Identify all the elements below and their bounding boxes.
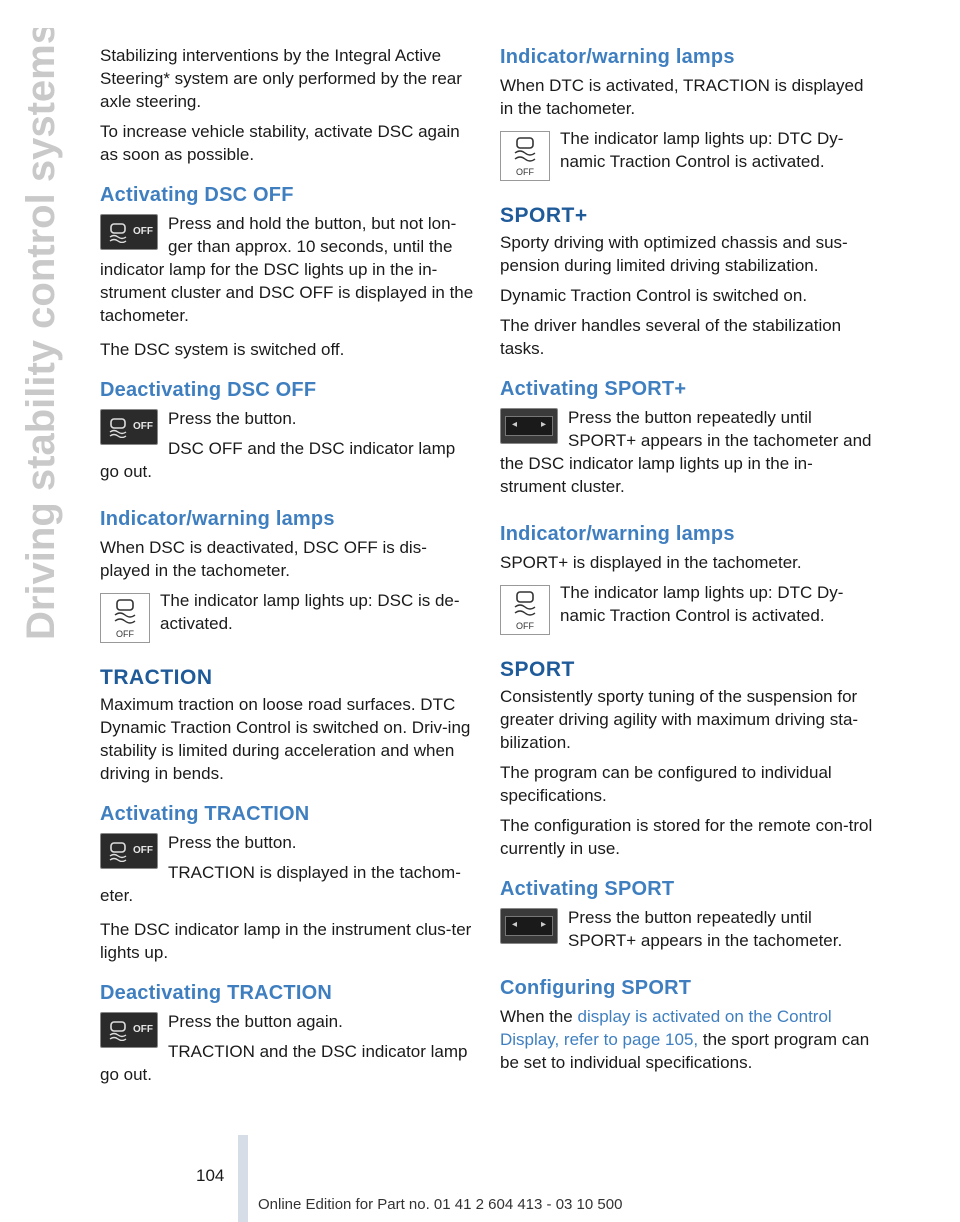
indicator-2-lamp-block	[500, 127, 875, 185]
dsc-off-deactivate-text-2: DSC OFF and the DSC indicator lamp go out.	[100, 439, 456, 481]
traction-deactivate-block	[100, 1010, 475, 1093]
car-skid-icon	[107, 1019, 129, 1041]
car-skid-icon	[107, 221, 129, 243]
arrow-left-icon: ◂	[512, 419, 518, 430]
dsc-off-activate-note: The DSC system is switched off.	[100, 340, 345, 359]
dsc-off-button-icon	[100, 1012, 158, 1048]
heading-indicator-warning-lamps-2: Indicator/warning lamps	[500, 46, 735, 68]
traction-activate-text-2: TRACTION is displayed in the tachom-eter.	[100, 863, 461, 905]
heading-activating-dsc-off: Activating DSC OFF	[100, 184, 294, 206]
sport-button-slot	[505, 916, 553, 936]
sport-button-icon	[500, 408, 558, 444]
off-label: OFF	[133, 845, 153, 856]
dsc-off-activate-block	[100, 212, 475, 334]
edition-text: Online Edition for Part no. 01 41 2 604 413 - 03 10 500	[258, 1196, 623, 1213]
sport-plus-text-1: Sporty driving with optimized chassis and sus-pension during limited driving stabilization.	[500, 233, 848, 275]
car-skid-icon	[107, 416, 129, 438]
indicator-3-lamp-block	[500, 581, 875, 639]
left-column	[100, 44, 475, 1097]
indicator-1-lamp-block	[100, 589, 475, 647]
sport-plus-text-3: The driver handles several of the stabilization tasks.	[500, 316, 842, 358]
indicator-3-lamp-text: The indicator lamp lights up: DTC Dy-namic Traction Control is activated.	[560, 583, 844, 625]
traction-deactivate-text-1: Press the button again.	[168, 1012, 343, 1031]
sport-plus-text-2: Dynamic Traction Control is switched on.	[500, 286, 808, 305]
config-suffix: the sport program can be set to individual specifications.	[500, 1030, 870, 1072]
heading-deactivating-traction: Deactivating TRACTION	[100, 982, 333, 1004]
dsc-off-deactivate-block	[100, 407, 475, 490]
sport-button-slot	[505, 416, 553, 436]
heading-indicator-warning-lamps-3: Indicator/warning lamps	[500, 523, 735, 545]
dsc-off-button-icon	[100, 409, 158, 445]
off-label: OFF	[133, 1024, 153, 1035]
sport-plus-activate-text: Press the button repeatedly until SPORT+ appears in the tachometer and the DSC indicator lamp lights up in the in-strument cluster.	[500, 408, 872, 496]
section-title-text: Driving stability control systems	[19, 28, 63, 640]
section-title-vertical	[2, 28, 74, 648]
arrow-left-icon: ◂	[512, 919, 518, 930]
dtc-indicator-lamp-icon	[500, 585, 550, 635]
indicator-3-text: SPORT+ is displayed in the tachometer.	[500, 553, 802, 572]
sport-plus-activate-block	[500, 406, 875, 505]
traction-activate-text-1: Press the button.	[168, 833, 297, 852]
indicator-1-text: When DSC is deactivated, DSC OFF is dis-played in the tachometer.	[100, 538, 427, 580]
dsc-off-button-icon	[100, 214, 158, 250]
heading-traction: TRACTION	[100, 666, 213, 689]
off-label: OFF	[133, 421, 153, 432]
heading-sport-plus: SPORT+	[500, 204, 588, 227]
car-skid-icon	[107, 840, 129, 862]
lamp-off-label: OFF	[516, 167, 534, 177]
indicator-1-lamp-text: The indicator lamp lights up: DSC is de-activated.	[160, 591, 460, 633]
indicator-2-text: When DTC is activated, TRACTION is displayed in the tachometer.	[500, 76, 864, 118]
sport-activate-text: Press the button repeatedly until SPORT+ appears in the tachometer.	[568, 908, 843, 950]
traction-deactivate-text-2: TRACTION and the DSC indicator lamp go out.	[100, 1042, 468, 1084]
sport-button-icon	[500, 908, 558, 944]
lamp-off-label: OFF	[116, 629, 134, 639]
heading-deactivating-dsc-off: Deactivating DSC OFF	[100, 379, 317, 401]
arrow-right-icon: ▸	[540, 419, 546, 430]
heading-configuring-sport: Configuring SPORT	[500, 977, 692, 999]
right-column	[500, 44, 875, 1081]
sport-text-1: Consistently sporty tuning of the suspension for greater driving agility with maximum driving sta-bilization.	[500, 687, 859, 752]
dsc-off-deactivate-text-1: Press the button.	[168, 409, 297, 428]
intro-paragraph-1: Stabilizing interventions by the Integral Active Steering* system are only performed by the rear axle steering.	[100, 46, 462, 111]
traction-text: Maximum traction on loose road surfaces. DTC Dynamic Traction Control is switched on. Driv-ing stability is limited during acceleration and when driving in bends.	[100, 695, 471, 783]
dsc-off-indicator-lamp-icon	[100, 593, 150, 643]
dsc-off-activate-text: Press and hold the button, but not lon-ger than approx. 10 seconds, until the indicator lamp for the DSC lights up in the in-strument cluster and DSC OFF is displayed in the tachometer.	[100, 214, 474, 325]
off-label: OFF	[133, 226, 153, 237]
arrow-right-icon: ▸	[540, 919, 546, 930]
sport-activate-block	[500, 906, 875, 959]
sport-text-2: The program can be configured to individual specifications.	[500, 763, 832, 805]
heading-activating-sport-plus: Activating SPORT+	[500, 378, 687, 400]
page-number: 104	[196, 1166, 225, 1185]
heading-indicator-warning-lamps-1: Indicator/warning lamps	[100, 508, 335, 530]
traction-activate-block	[100, 831, 475, 914]
heading-activating-traction: Activating TRACTION	[100, 803, 310, 825]
config-prefix: When the	[500, 1007, 573, 1026]
configuring-sport-text	[500, 1005, 875, 1074]
dtc-indicator-lamp-icon	[500, 131, 550, 181]
traction-activate-note: The DSC indicator lamp in the instrument clus-ter lights up.	[100, 920, 472, 962]
heading-sport: SPORT	[500, 658, 575, 681]
heading-activating-sport: Activating SPORT	[500, 878, 675, 900]
footer-divider	[238, 1135, 248, 1222]
lamp-off-label: OFF	[516, 621, 534, 631]
intro-paragraph-2: To increase vehicle stability, activate DSC again as soon as possible.	[100, 122, 460, 164]
dsc-off-button-icon	[100, 833, 158, 869]
indicator-2-lamp-text: The indicator lamp lights up: DTC Dy-namic Traction Control is activated.	[560, 129, 844, 171]
page-reference-link[interactable]: display is activated on the Control Display, refer to page 105,	[500, 1007, 832, 1049]
sport-text-3: The configuration is stored for the remote con-trol currently in use.	[500, 816, 873, 858]
